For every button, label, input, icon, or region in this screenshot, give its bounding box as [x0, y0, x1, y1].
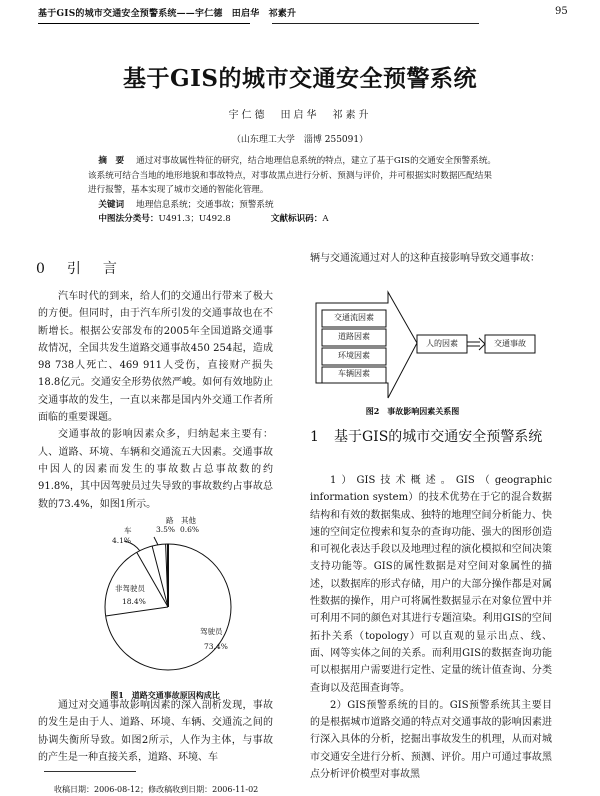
figure-2-caption: 图2 事故影响因素关系图: [365, 406, 460, 416]
article-title: 基于GIS的城市交通安全预警系统: [122, 65, 477, 92]
figure-2-diagram: [312, 290, 552, 410]
footnote-received-date: 收稿日期：2006-08-12；修改稿收到日期：2006-11-02: [54, 785, 259, 794]
intro-paragraph-3: 通过对交通事故影响因素的深入剖析发现，事故的发生是由于人、道路、环境、车辆、交通流之间的协调失衡所导致。如图2所示，人作为主体，与事故的产生是一种直接关系，道路、环境、车: [38, 700, 273, 763]
footnote-rule: [44, 771, 136, 772]
pie-label-road: 路: [166, 516, 174, 525]
section-1-title: 基于GIS的城市交通安全预警系统: [334, 429, 543, 445]
figure-1-caption: 图1 道路交通事故原因构成比: [110, 690, 220, 700]
section-1-heading: [310, 427, 555, 447]
continuation-paragraph: 辆与交通流通过对人的这种直接影响导致交通事故：: [310, 253, 540, 264]
section-1-paragraph-2: 2）GIS预警系统的目的。GIS预警系统其主要目的是根据城市道路交通的特点对交通事故的影响因素进行深入具体的分析，挖掘出事故发生的机理，从而对城市交通安全进行分析、预测、评价。用户可通过事故黑点分析评价模型对事故黑: [310, 699, 552, 781]
accident-label: 交通事故: [494, 339, 526, 348]
doc-code-label: 文献标识码：: [270, 214, 323, 224]
factor-label-vehicle: 车辆因素: [338, 369, 370, 378]
doc-code-text: A: [322, 214, 329, 224]
intro-text-bottom: [38, 697, 273, 766]
pie-chart-svg: [60, 514, 280, 694]
abstract-text: 通过对事故属性特征的研究，结合地理信息系统的特点，建立了基于GIS的交通安全预警系统。该系统可结合当地的地形地貌和事故特点，对事故黑点进行分析、预测与评价，并可根据实时数据匹配结果进行报警，基本实现了城市交通的智能化管理。: [88, 156, 497, 195]
factor-label-environment: 环境因素: [338, 351, 370, 360]
article-affiliation: （山东理工大学 淄博 255091）: [231, 135, 369, 145]
clc-label: 中图法分类号：: [98, 214, 159, 224]
header-rule-left: [38, 23, 250, 24]
pie-label-vehicle: 车: [124, 526, 132, 535]
pie-label-nondriver: 非驾驶员: [115, 584, 145, 593]
keywords-label: 关键词: [98, 199, 125, 210]
right-col-continuation: [310, 250, 552, 267]
figure-1-pie-chart: [60, 514, 280, 714]
pie-value-other: 0.6%: [180, 525, 200, 534]
intro-paragraph-2: 交通事故的影响因素众多，归纳起来主要有：人、道路、环境、车辆和交通流五大因素。交通事故中因人的因素而发生的事故数占总事故数的约91.8%，其中因驾驶员过失导致的事故数约占事故总数的73.4%，如图1所示。: [38, 429, 273, 510]
pie-label-other: 其他: [181, 516, 196, 525]
human-factor-label: 人的因素: [426, 339, 458, 348]
pie-value-road: 3.5%: [156, 525, 176, 534]
keywords-line: [88, 198, 498, 213]
factor-label-traffic-flow: 交通流因素: [334, 313, 374, 322]
factor-label-road: 道路因素: [338, 332, 370, 341]
page-number: 95: [555, 6, 568, 17]
running-header: 基于GIS的城市交通安全预警系统——宇仁德 田启华 祁素升: [38, 9, 297, 19]
section-1-paragraph-1: 1）GIS技术概述。GIS（geographic information system）的技术优势在于它的混合数据结构和有效的数据集成、独特的地理空间分析能力、快速的空间定位搜索和复杂的查询功能、强大的图形创造和可视化表达手段以及地理过程的演化模拟和空间决策支持功能等。GIS的属性数据是对空间对象属性的描述，以数据库的形式存储，用户的大部分操作都是对属性数据的操作，用户可将属性数据显示在对象位置中并可利用不同的颜色对其进行专题渲染。利用GIS的空间拓扑关系（topology）可以直观的显示出点、线、面、网等实体之间的关系。而利用GIS的数据查询功能可以根据用户需要进行定性、定量的统计值查询、分类查询以及范围查询等。: [310, 475, 552, 694]
section-0-heading: 0 引 言: [36, 261, 121, 277]
pie-value-nondriver: 18.4%: [122, 597, 146, 606]
abstract-label: 摘 要: [98, 156, 125, 166]
pie-value-vehicle: 4.1%: [112, 536, 132, 545]
classification-line: [88, 212, 498, 227]
section-1-number: 1: [310, 429, 319, 445]
keywords-text: 地理信息系统；交通事故；预警系统: [136, 199, 274, 210]
pie-value-driver: 73.4%: [204, 642, 228, 651]
abstract-block: [88, 154, 498, 227]
article-authors: 宇仁德 田启华 祁素升: [228, 110, 372, 121]
pie-label-driver: 驾驶员: [200, 627, 223, 636]
clc-text: U491.3；U492.8: [158, 214, 231, 224]
section-1-body: [310, 472, 552, 783]
intro-paragraph-1: 汽车时代的到来，给人们的交通出行带来了极大的方便。但同时，由于汽车所引发的交通事故也在不断增长。根据公安部发布的2005年全国道路交通事故情况，全国共发生道路交通事故450 254起，造成98 738人死亡、469 911人受伤，直接财产损失18.8亿元。交通安全形势依然严峻。如何有效地防止交通事故的发生，一直以来都是国内外交通工作者所面临的重要课题。: [38, 291, 273, 424]
abstract-paragraph: [88, 154, 498, 198]
intro-text-top: [38, 288, 273, 513]
header-rule-right: [272, 23, 479, 24]
leader-line-road: [154, 537, 158, 545]
